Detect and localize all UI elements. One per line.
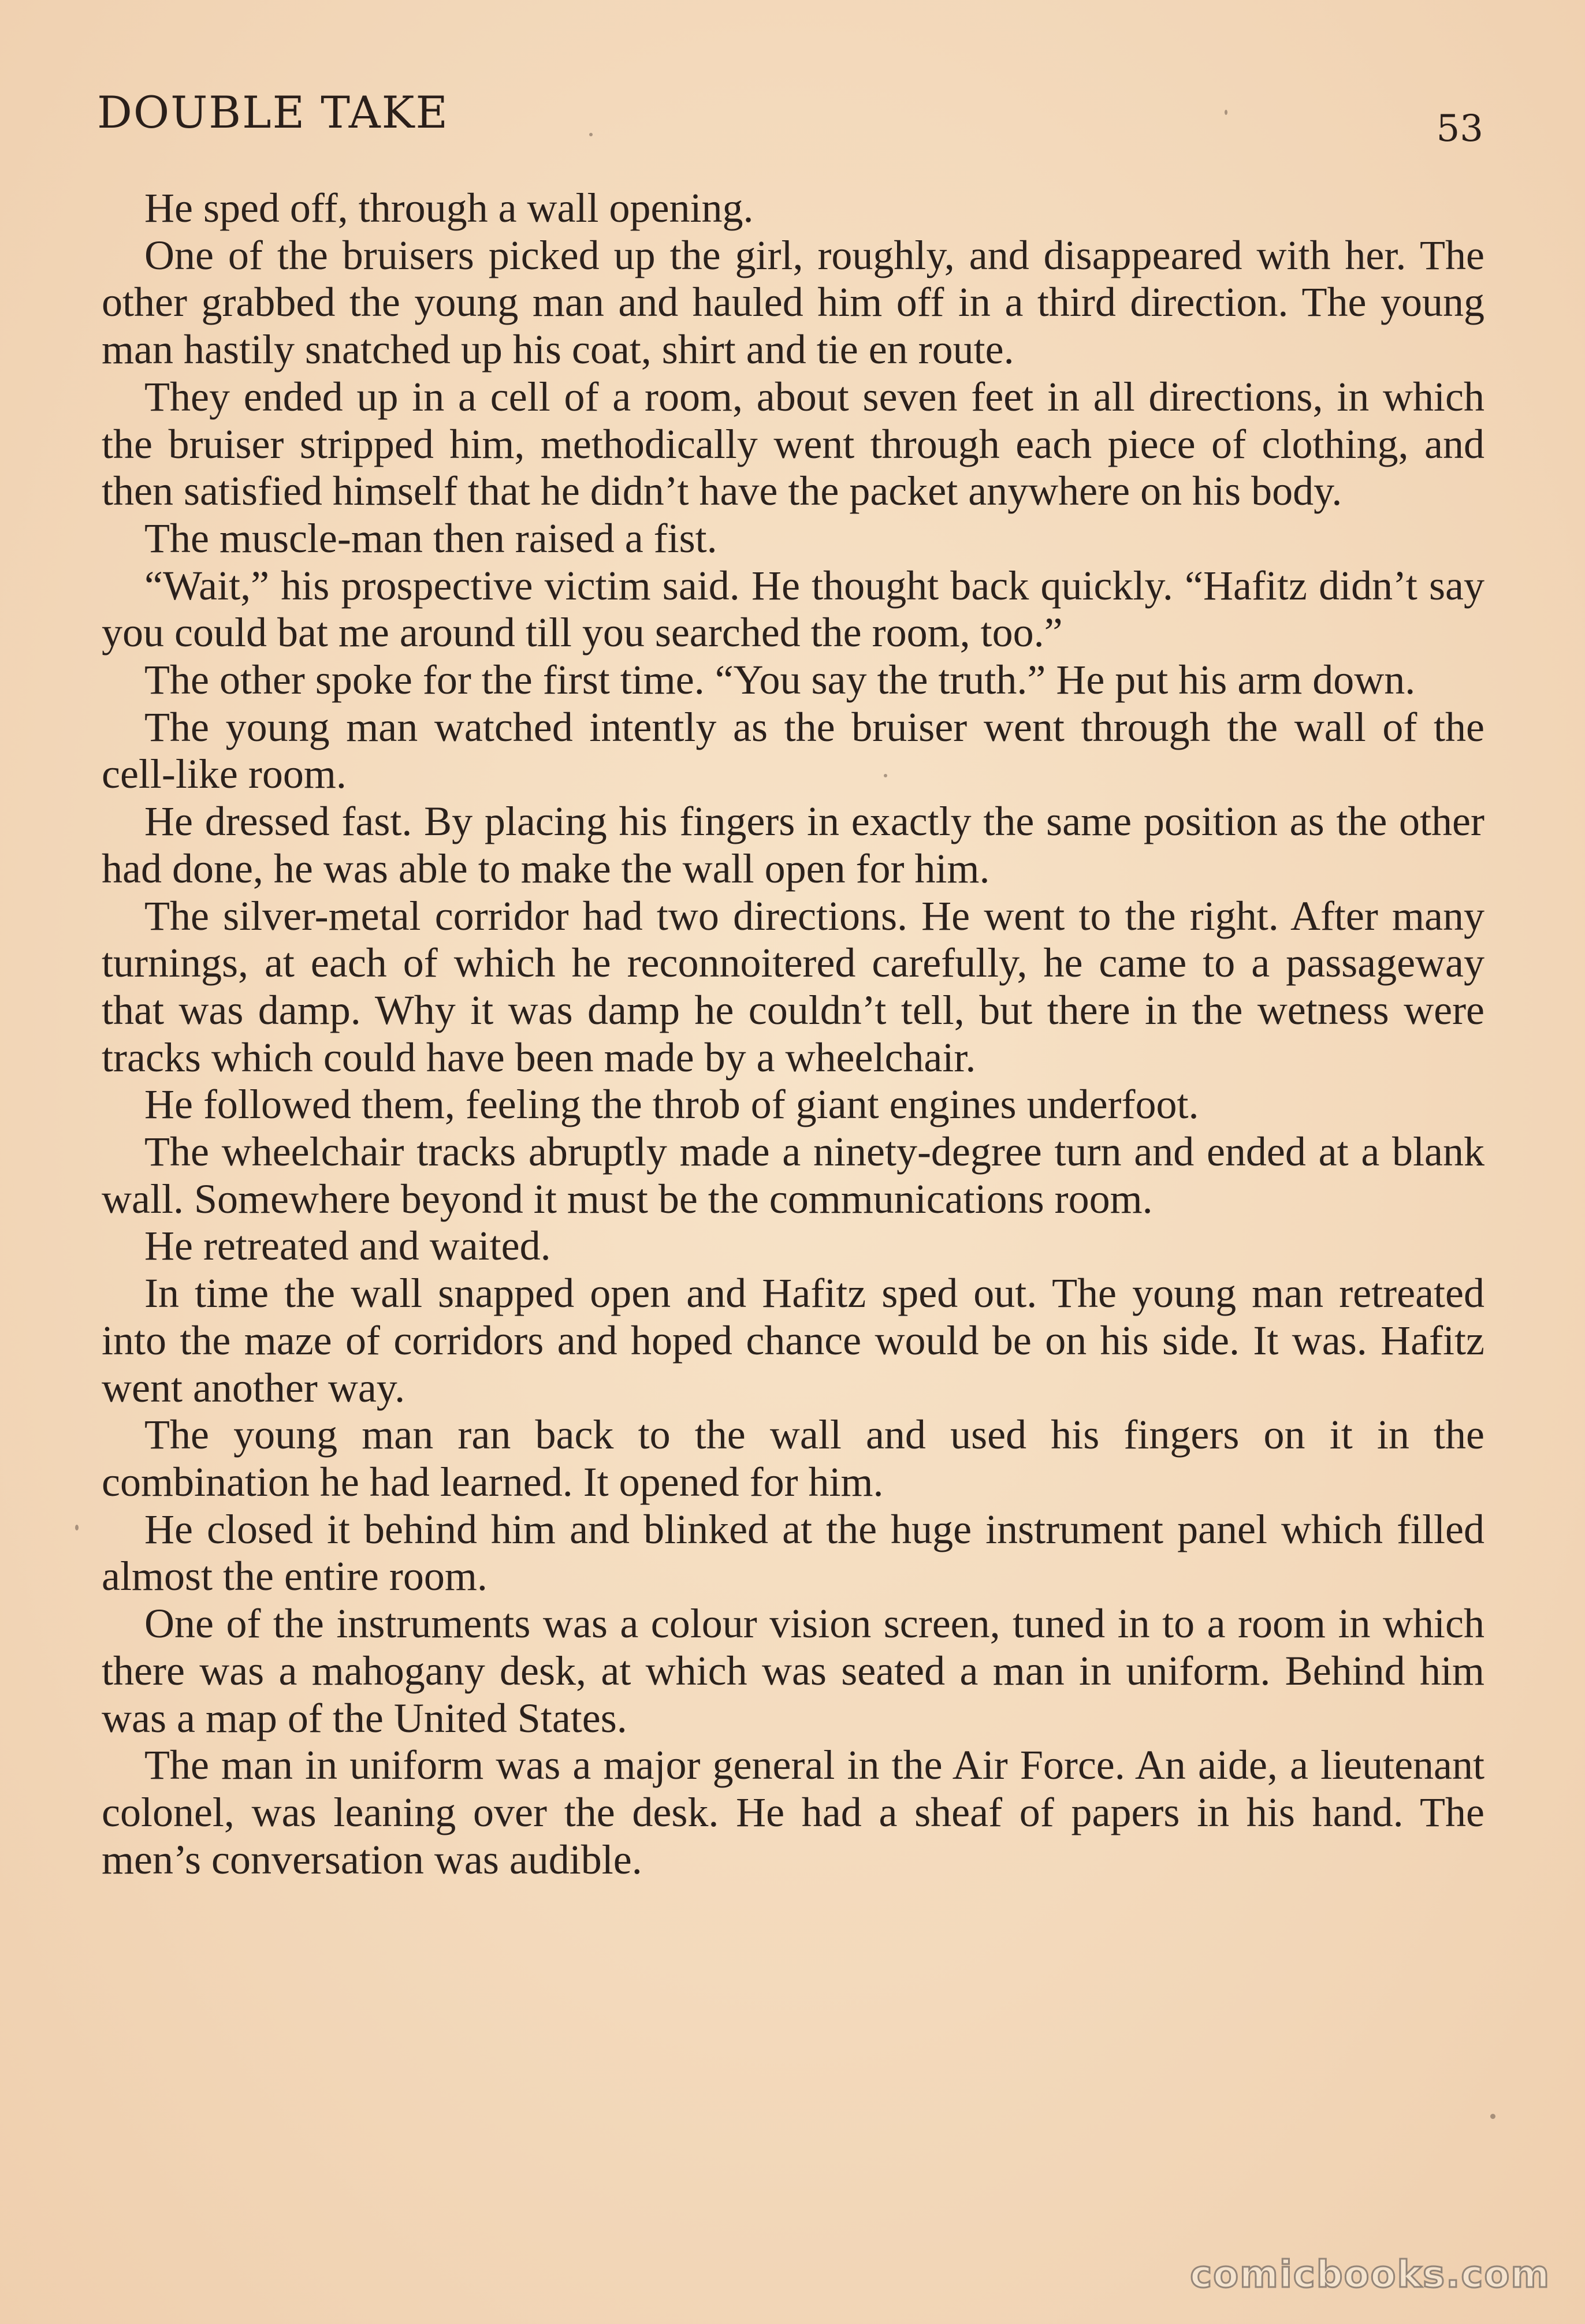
paragraph: One of the bruisers picked up the girl, roughly, and disappeared with her. The other grabbed the young man and hauled him off in a third direction. The young man hastily snatched up his coat, shirt and tie en route.: [102, 232, 1484, 373]
paragraph: He followed them, feeling the throb of giant engines underfoot.: [144, 1081, 1199, 1128]
paragraph: The other spoke for the first time. “You say the truth.” He put his arm down.: [144, 657, 1416, 703]
paragraph: He sped off, through a wall opening.: [144, 185, 754, 231]
paragraph: He retreated and waited.: [144, 1223, 551, 1269]
paragraph: The wheelchair tracks abruptly made a ninety-degree turn and ended at a blank wall. Somewhere beyond it must be the communications room.: [102, 1129, 1484, 1222]
paragraph: He dressed fast. By placing his fingers in exactly the same position as the other had done, he was able to make the wall open for him.: [102, 798, 1484, 892]
paragraph: One of the instruments was a colour vision screen, tuned in to a room in which there was a mahogany desk, at which was seated a man in uniform. Behind him was a map of the United States.: [102, 1600, 1484, 1741]
paragraph: “Wait,” his prospective victim said. He thought back quickly. “Hafitz didn’t say you could bat me around till you searched the room, too.”: [102, 562, 1484, 656]
page-number: 53: [1436, 107, 1483, 150]
paragraph: The silver-metal corridor had two directions. He went to the right. After many turnings, at each of which he reconnoitered carefully, he came to a passageway that was damp. Why it was damp he couldn’t tell, but there in the wetness were tracks which could have been made by a wheelchair.: [102, 892, 1484, 1081]
paragraph: He closed it behind him and blinked at the huge instrument panel which filled almost the entire room.: [102, 1506, 1484, 1600]
body-text: [102, 185, 1484, 1883]
paragraph: The young man watched intently as the bruiser went through the wall of the cell-like room.: [102, 703, 1484, 798]
paragraph: The muscle-man then raised a fist.: [144, 515, 717, 561]
running-title: DOUBLE TAKE: [97, 87, 449, 138]
paper-speck: [75, 1525, 79, 1530]
running-head: [97, 87, 1483, 150]
paper-speck: [1490, 2114, 1495, 2119]
watermark-logo: comicbooks.com: [1190, 2254, 1550, 2296]
paragraph: In time the wall snapped open and Hafitz sped out. The young man retreated into the maze of corridors and hoped chance would be on his side. It was. Hafitz went another way.: [102, 1270, 1484, 1411]
paragraph: The man in uniform was a major general in the Air Force. An aide, a lieutenant colonel, was leaning over the desk. He had a sheaf of papers in his hand. The men’s conversation was audible.: [102, 1742, 1484, 1883]
paragraph: The young man ran back to the wall and used his fingers on it in the combination he had learned. It opened for him.: [102, 1411, 1484, 1505]
paragraph: They ended up in a cell of a room, about seven feet in all directions, in which the bruiser stripped him, methodically went through each piece of clothing, and then satisfied himself that he didn’t have the packet anywhere on his body.: [102, 373, 1484, 515]
